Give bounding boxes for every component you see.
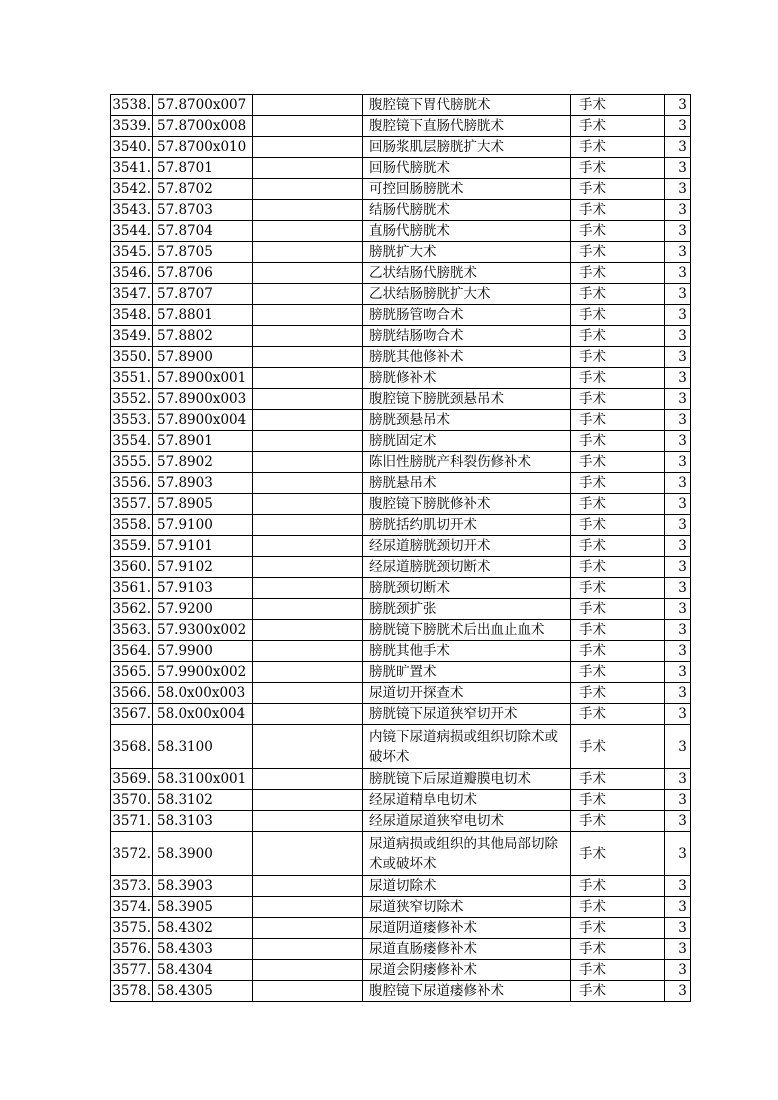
procedure-level-cell: 3 (665, 769, 691, 790)
procedure-code-cell: 58.3100 (153, 725, 253, 769)
procedure-level-cell: 3 (665, 389, 691, 410)
procedure-category-cell: 手术 (571, 662, 665, 683)
procedure-level-cell: 3 (665, 284, 691, 305)
procedure-category-cell: 手术 (571, 200, 665, 221)
row-index-cell: 3553. (111, 410, 153, 431)
procedure-name-cell: 膀胱其他修补术 (363, 347, 571, 368)
procedure-code-cell: 58.4303 (153, 939, 253, 960)
procedure-name-cell: 经尿道尿道狭窄电切术 (363, 811, 571, 832)
table-row (111, 137, 691, 158)
empty-cell (253, 95, 363, 116)
row-index-cell: 3552. (111, 389, 153, 410)
empty-cell (253, 242, 363, 263)
procedure-category-cell: 手术 (571, 347, 665, 368)
row-index-cell: 3539. (111, 116, 153, 137)
procedure-category-cell: 手术 (571, 137, 665, 158)
table-row (111, 200, 691, 221)
table-row (111, 326, 691, 347)
table-row (111, 494, 691, 515)
row-index-cell: 3577. (111, 960, 153, 981)
procedure-category-cell: 手术 (571, 158, 665, 179)
table-row (111, 242, 691, 263)
procedure-level-cell: 3 (665, 683, 691, 704)
procedure-category-cell: 手术 (571, 242, 665, 263)
procedure-code-cell: 57.8900x003 (153, 389, 253, 410)
procedure-code-cell: 57.8900x004 (153, 410, 253, 431)
procedure-category-cell: 手术 (571, 811, 665, 832)
procedure-level-cell: 3 (665, 158, 691, 179)
procedure-level-cell: 3 (665, 263, 691, 284)
empty-cell (253, 473, 363, 494)
procedure-code-cell: 57.9300x002 (153, 620, 253, 641)
empty-cell (253, 769, 363, 790)
procedure-category-cell: 手术 (571, 704, 665, 725)
procedure-name-cell: 膀胱修补术 (363, 368, 571, 389)
procedure-name-cell: 膀胱镜下尿道狭窄切开术 (363, 704, 571, 725)
empty-cell (253, 221, 363, 242)
procedure-name-cell: 尿道狭窄切除术 (363, 897, 571, 918)
procedure-level-cell: 3 (665, 832, 691, 876)
procedure-code-cell: 57.9100 (153, 515, 253, 536)
row-index-cell: 3572. (111, 832, 153, 876)
table-row (111, 179, 691, 200)
procedure-category-cell: 手术 (571, 452, 665, 473)
empty-cell (253, 116, 363, 137)
empty-cell (253, 200, 363, 221)
row-index-cell: 3562. (111, 599, 153, 620)
empty-cell (253, 811, 363, 832)
empty-cell (253, 662, 363, 683)
procedure-name-cell: 膀胱旷置术 (363, 662, 571, 683)
procedure-category-cell: 手术 (571, 431, 665, 452)
procedure-name-cell: 经尿道精阜电切术 (363, 790, 571, 811)
procedure-level-cell: 3 (665, 876, 691, 897)
empty-cell (253, 599, 363, 620)
row-index-cell: 3561. (111, 578, 153, 599)
procedure-level-cell: 3 (665, 242, 691, 263)
procedure-category-cell: 手术 (571, 494, 665, 515)
row-index-cell: 3559. (111, 536, 153, 557)
procedure-code-cell: 58.3100x001 (153, 769, 253, 790)
row-index-cell: 3566. (111, 683, 153, 704)
procedure-category-cell: 手术 (571, 116, 665, 137)
procedure-level-cell: 3 (665, 473, 691, 494)
table-row (111, 389, 691, 410)
procedure-category-cell: 手术 (571, 557, 665, 578)
row-index-cell: 3555. (111, 452, 153, 473)
row-index-cell: 3545. (111, 242, 153, 263)
row-index-cell: 3571. (111, 811, 153, 832)
procedure-code-cell: 57.9102 (153, 557, 253, 578)
procedure-category-cell: 手术 (571, 578, 665, 599)
row-index-cell: 3542. (111, 179, 153, 200)
procedure-name-cell: 膀胱固定术 (363, 431, 571, 452)
empty-cell (253, 431, 363, 452)
row-index-cell: 3560. (111, 557, 153, 578)
procedure-category-cell: 手术 (571, 599, 665, 620)
procedure-code-cell: 58.3102 (153, 790, 253, 811)
procedure-category-cell: 手术 (571, 536, 665, 557)
empty-cell (253, 515, 363, 536)
procedure-name-cell: 回肠浆肌层膀胱扩大术 (363, 137, 571, 158)
row-index-cell: 3569. (111, 769, 153, 790)
procedure-level-cell: 3 (665, 221, 691, 242)
procedure-category-cell: 手术 (571, 918, 665, 939)
table-row (111, 960, 691, 981)
procedure-code-cell: 57.8900x001 (153, 368, 253, 389)
procedure-code-cell: 57.8704 (153, 221, 253, 242)
row-index-cell: 3541. (111, 158, 153, 179)
table-row (111, 515, 691, 536)
table-row (111, 221, 691, 242)
row-index-cell: 3547. (111, 284, 153, 305)
table-row (111, 116, 691, 137)
procedure-code-cell: 58.3103 (153, 811, 253, 832)
procedure-name-cell: 膀胱结肠吻合术 (363, 326, 571, 347)
procedure-name-cell: 膀胱悬吊术 (363, 473, 571, 494)
procedure-code-cell: 57.8701 (153, 158, 253, 179)
procedure-level-cell: 3 (665, 515, 691, 536)
procedure-name-cell: 腹腔镜下直肠代膀胱术 (363, 116, 571, 137)
table-row (111, 897, 691, 918)
row-index-cell: 3578. (111, 981, 153, 1002)
procedure-code-cell: 57.8700x008 (153, 116, 253, 137)
table-row (111, 284, 691, 305)
table-row (111, 641, 691, 662)
procedure-level-cell: 3 (665, 939, 691, 960)
row-index-cell: 3576. (111, 939, 153, 960)
procedure-level-cell: 3 (665, 410, 691, 431)
procedure-category-cell: 手术 (571, 683, 665, 704)
procedure-level-cell: 3 (665, 431, 691, 452)
table-row (111, 769, 691, 790)
procedure-code-cell: 57.9900x002 (153, 662, 253, 683)
procedure-level-cell: 3 (665, 536, 691, 557)
table-row (111, 790, 691, 811)
procedure-name-cell: 回肠代膀胱术 (363, 158, 571, 179)
procedure-level-cell: 3 (665, 347, 691, 368)
procedure-category-cell: 手术 (571, 641, 665, 662)
procedure-name-cell: 直肠代膀胱术 (363, 221, 571, 242)
procedure-code-cell: 57.8702 (153, 179, 253, 200)
row-index-cell: 3564. (111, 641, 153, 662)
empty-cell (253, 897, 363, 918)
empty-cell (253, 832, 363, 876)
table-row (111, 832, 691, 876)
procedure-code-cell: 58.4305 (153, 981, 253, 1002)
table-row (111, 876, 691, 897)
procedure-category-cell: 手术 (571, 368, 665, 389)
procedure-code-cell: 57.8900 (153, 347, 253, 368)
empty-cell (253, 790, 363, 811)
procedure-category-cell: 手术 (571, 876, 665, 897)
row-index-cell: 3554. (111, 431, 153, 452)
procedure-level-cell: 3 (665, 981, 691, 1002)
procedure-level-cell: 3 (665, 811, 691, 832)
row-index-cell: 3573. (111, 876, 153, 897)
procedure-code-cell: 57.8902 (153, 452, 253, 473)
row-index-cell: 3563. (111, 620, 153, 641)
procedure-code-cell: 57.8705 (153, 242, 253, 263)
procedure-category-cell: 手术 (571, 981, 665, 1002)
procedure-level-cell: 3 (665, 620, 691, 641)
table-row (111, 578, 691, 599)
procedure-name-cell: 腹腔镜下尿道瘘修补术 (363, 981, 571, 1002)
procedure-name-cell: 腹腔镜下胃代膀胱术 (363, 95, 571, 116)
procedure-level-cell: 3 (665, 704, 691, 725)
procedure-name-cell: 膀胱肠管吻合术 (363, 305, 571, 326)
row-index-cell: 3556. (111, 473, 153, 494)
empty-cell (253, 578, 363, 599)
table-row (111, 431, 691, 452)
procedure-code-cell: 58.0x00x004 (153, 704, 253, 725)
row-index-cell: 3543. (111, 200, 153, 221)
procedure-code-cell: 58.4304 (153, 960, 253, 981)
procedure-category-cell: 手术 (571, 832, 665, 876)
procedure-level-cell: 3 (665, 960, 691, 981)
table-row (111, 599, 691, 620)
procedure-level-cell: 3 (665, 662, 691, 683)
procedure-name-cell: 尿道切除术 (363, 876, 571, 897)
procedure-category-cell: 手术 (571, 389, 665, 410)
row-index-cell: 3551. (111, 368, 153, 389)
procedure-code-cell: 58.3905 (153, 897, 253, 918)
empty-cell (253, 452, 363, 473)
empty-cell (253, 389, 363, 410)
empty-cell (253, 918, 363, 939)
row-index-cell: 3546. (111, 263, 153, 284)
table-row (111, 725, 691, 769)
table-row (111, 95, 691, 116)
table-row (111, 683, 691, 704)
procedure-code-cell: 58.3903 (153, 876, 253, 897)
procedure-level-cell: 3 (665, 557, 691, 578)
procedure-level-cell: 3 (665, 790, 691, 811)
row-index-cell: 3540. (111, 137, 153, 158)
row-index-cell: 3548. (111, 305, 153, 326)
procedure-level-cell: 3 (665, 179, 691, 200)
procedure-code-cell: 57.9900 (153, 641, 253, 662)
empty-cell (253, 305, 363, 326)
procedure-level-cell: 3 (665, 137, 691, 158)
procedure-category-cell: 手术 (571, 790, 665, 811)
empty-cell (253, 641, 363, 662)
table-row (111, 473, 691, 494)
procedure-category-cell: 手术 (571, 960, 665, 981)
procedure-category-cell: 手术 (571, 725, 665, 769)
row-index-cell: 3544. (111, 221, 153, 242)
procedure-level-cell: 3 (665, 452, 691, 473)
procedure-category-cell: 手术 (571, 515, 665, 536)
procedure-category-cell: 手术 (571, 473, 665, 494)
procedure-level-cell: 3 (665, 494, 691, 515)
row-index-cell: 3570. (111, 790, 153, 811)
procedure-level-cell: 3 (665, 641, 691, 662)
procedure-category-cell: 手术 (571, 95, 665, 116)
procedure-category-cell: 手术 (571, 326, 665, 347)
empty-cell (253, 263, 363, 284)
empty-cell (253, 960, 363, 981)
procedure-name-cell: 腹腔镜下膀胱颈悬吊术 (363, 389, 571, 410)
procedure-category-cell: 手术 (571, 263, 665, 284)
procedure-category-cell: 手术 (571, 179, 665, 200)
table-row (111, 410, 691, 431)
procedure-name-cell: 经尿道膀胱颈切开术 (363, 536, 571, 557)
procedure-code-cell: 57.8801 (153, 305, 253, 326)
procedure-level-cell: 3 (665, 918, 691, 939)
table-row (111, 662, 691, 683)
procedure-code-cell: 57.8700x007 (153, 95, 253, 116)
procedure-level-cell: 3 (665, 599, 691, 620)
procedure-category-cell: 手术 (571, 939, 665, 960)
table-row (111, 981, 691, 1002)
procedure-name-cell: 尿道阴道瘘修补术 (363, 918, 571, 939)
empty-cell (253, 620, 363, 641)
row-index-cell: 3565. (111, 662, 153, 683)
procedure-name-cell: 膀胱颈切断术 (363, 578, 571, 599)
row-index-cell: 3567. (111, 704, 153, 725)
procedure-name-cell: 可控回肠膀胱术 (363, 179, 571, 200)
procedure-category-cell: 手术 (571, 769, 665, 790)
table-row (111, 158, 691, 179)
procedure-name-cell: 膀胱其他手术 (363, 641, 571, 662)
procedure-name-cell: 腹腔镜下膀胱修补术 (363, 494, 571, 515)
table-row (111, 939, 691, 960)
table-row (111, 305, 691, 326)
table-row (111, 536, 691, 557)
row-index-cell: 3575. (111, 918, 153, 939)
table-row (111, 811, 691, 832)
empty-cell (253, 137, 363, 158)
row-index-cell: 3538. (111, 95, 153, 116)
procedure-level-cell: 3 (665, 326, 691, 347)
table-row (111, 704, 691, 725)
procedure-name-cell: 膀胱扩大术 (363, 242, 571, 263)
procedure-table (110, 94, 691, 1002)
procedure-level-cell: 3 (665, 368, 691, 389)
procedure-code-cell: 57.8706 (153, 263, 253, 284)
procedure-code-cell: 58.0x00x003 (153, 683, 253, 704)
empty-cell (253, 683, 363, 704)
procedure-level-cell: 3 (665, 305, 691, 326)
procedure-name-cell: 乙状结肠膀胱扩大术 (363, 284, 571, 305)
procedure-code-cell: 57.9101 (153, 536, 253, 557)
empty-cell (253, 158, 363, 179)
procedure-code-cell: 57.8903 (153, 473, 253, 494)
procedure-code-cell: 57.8707 (153, 284, 253, 305)
procedure-level-cell: 3 (665, 200, 691, 221)
procedure-level-cell: 3 (665, 897, 691, 918)
empty-cell (253, 410, 363, 431)
empty-cell (253, 326, 363, 347)
empty-cell (253, 536, 363, 557)
empty-cell (253, 179, 363, 200)
procedure-code-cell: 57.8905 (153, 494, 253, 515)
empty-cell (253, 939, 363, 960)
procedure-name-cell: 陈旧性膀胱产科裂伤修补术 (363, 452, 571, 473)
table-row (111, 347, 691, 368)
procedure-category-cell: 手术 (571, 284, 665, 305)
row-index-cell: 3550. (111, 347, 153, 368)
procedure-code-cell: 58.4302 (153, 918, 253, 939)
table-row (111, 263, 691, 284)
row-index-cell: 3574. (111, 897, 153, 918)
procedure-name-cell: 膀胱颈扩张 (363, 599, 571, 620)
procedure-category-cell: 手术 (571, 410, 665, 431)
table-row (111, 368, 691, 389)
procedure-level-cell: 3 (665, 578, 691, 599)
table-row (111, 557, 691, 578)
empty-cell (253, 368, 363, 389)
empty-cell (253, 725, 363, 769)
procedure-category-cell: 手术 (571, 897, 665, 918)
procedure-name-cell: 膀胱镜下膀胱术后出血止血术 (363, 620, 571, 641)
procedure-level-cell: 3 (665, 116, 691, 137)
procedure-level-cell: 3 (665, 95, 691, 116)
procedure-code-cell: 57.8700x010 (153, 137, 253, 158)
empty-cell (253, 981, 363, 1002)
procedure-code-cell: 57.8802 (153, 326, 253, 347)
procedure-code-cell: 57.8703 (153, 200, 253, 221)
empty-cell (253, 284, 363, 305)
procedure-table-body (111, 95, 691, 1002)
row-index-cell: 3568. (111, 725, 153, 769)
procedure-code-cell: 57.8901 (153, 431, 253, 452)
empty-cell (253, 704, 363, 725)
empty-cell (253, 557, 363, 578)
procedure-code-cell: 58.3900 (153, 832, 253, 876)
procedure-name-cell: 膀胱括约肌切开术 (363, 515, 571, 536)
procedure-name-cell: 尿道会阴瘘修补术 (363, 960, 571, 981)
procedure-category-cell: 手术 (571, 305, 665, 326)
procedure-category-cell: 手术 (571, 221, 665, 242)
procedure-name-cell: 膀胱颈悬吊术 (363, 410, 571, 431)
row-index-cell: 3557. (111, 494, 153, 515)
procedure-name-cell: 经尿道膀胱颈切断术 (363, 557, 571, 578)
procedure-name-cell: 尿道切开探查术 (363, 683, 571, 704)
table-row (111, 452, 691, 473)
procedure-name-cell: 结肠代膀胱术 (363, 200, 571, 221)
procedure-name-cell: 尿道病损或组织的其他局部切除术或破坏术 (363, 832, 571, 876)
procedure-category-cell: 手术 (571, 620, 665, 641)
table-row (111, 918, 691, 939)
procedure-level-cell: 3 (665, 725, 691, 769)
empty-cell (253, 876, 363, 897)
procedure-name-cell: 内镜下尿道病损或组织切除术或破坏术 (363, 725, 571, 769)
row-index-cell: 3558. (111, 515, 153, 536)
procedure-code-cell: 57.9200 (153, 599, 253, 620)
procedure-name-cell: 乙状结肠代膀胱术 (363, 263, 571, 284)
row-index-cell: 3549. (111, 326, 153, 347)
empty-cell (253, 347, 363, 368)
procedure-code-cell: 57.9103 (153, 578, 253, 599)
table-row (111, 620, 691, 641)
procedure-name-cell: 尿道直肠瘘修补术 (363, 939, 571, 960)
procedure-name-cell: 膀胱镜下后尿道瓣膜电切术 (363, 769, 571, 790)
empty-cell (253, 494, 363, 515)
